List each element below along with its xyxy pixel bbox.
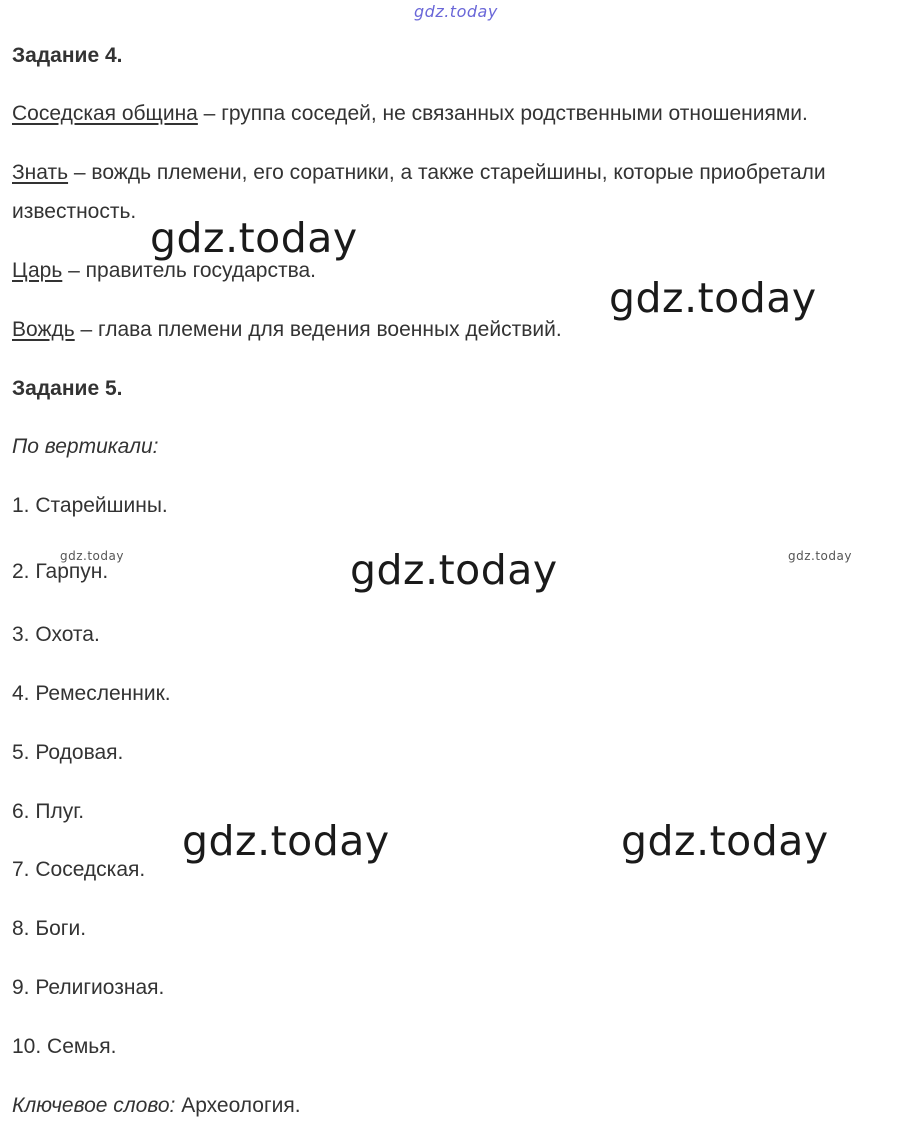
definition-text: – группа соседей, не связанных родственными отношениями. [197,102,808,125]
definition-term: Знать [12,161,69,184]
definition-term: Соседская община [12,102,198,125]
definition-text: – глава племени для ведения военных действий. [74,318,562,341]
definition-text: – правитель государства. [62,259,316,282]
watermark-top: gdz.today [414,2,498,21]
keyword-line [12,1093,301,1119]
vertical-label: По вертикали: [12,435,159,458]
task5-heading: Задание 5. [12,377,123,400]
answer-item: 8. Боги. [12,917,87,940]
definition-term: Вождь [12,318,75,341]
answer-item: 2. Гарпун. [12,560,109,583]
definition-item [12,101,808,127]
watermark: gdz.today [182,817,390,865]
definition-term: Царь [12,259,63,282]
answer-item: 6. Плуг. [12,800,85,823]
answer-item: 4. Ремесленник. [12,682,171,705]
definition-item [12,317,562,343]
watermark: gdz.today [350,546,558,594]
watermark: gdz.today [621,817,829,865]
definition-item [12,160,826,186]
watermark: gdz.today [150,214,358,262]
answer-item: 1. Старейшины. [12,494,168,517]
answer-item: 5. Родовая. [12,741,124,764]
watermark-small: gdz.today [788,549,852,563]
answer-item: 3. Охота. [12,623,100,646]
keyword-value: Археология. [175,1094,301,1117]
task4-heading: Задание 4. [12,44,123,67]
answer-item: 9. Религиозная. [12,976,165,999]
definition-text-continuation: известность. [12,200,137,223]
definition-text: – вождь племени, его соратники, а также старейшины, которые приобретали [68,161,826,184]
keyword-label: Ключевое слово: [12,1094,176,1117]
watermark: gdz.today [609,274,817,322]
answer-item: 10. Семья. [12,1035,117,1058]
watermark-small: gdz.today [60,549,124,563]
answer-item: 7. Соседская. [12,858,146,881]
